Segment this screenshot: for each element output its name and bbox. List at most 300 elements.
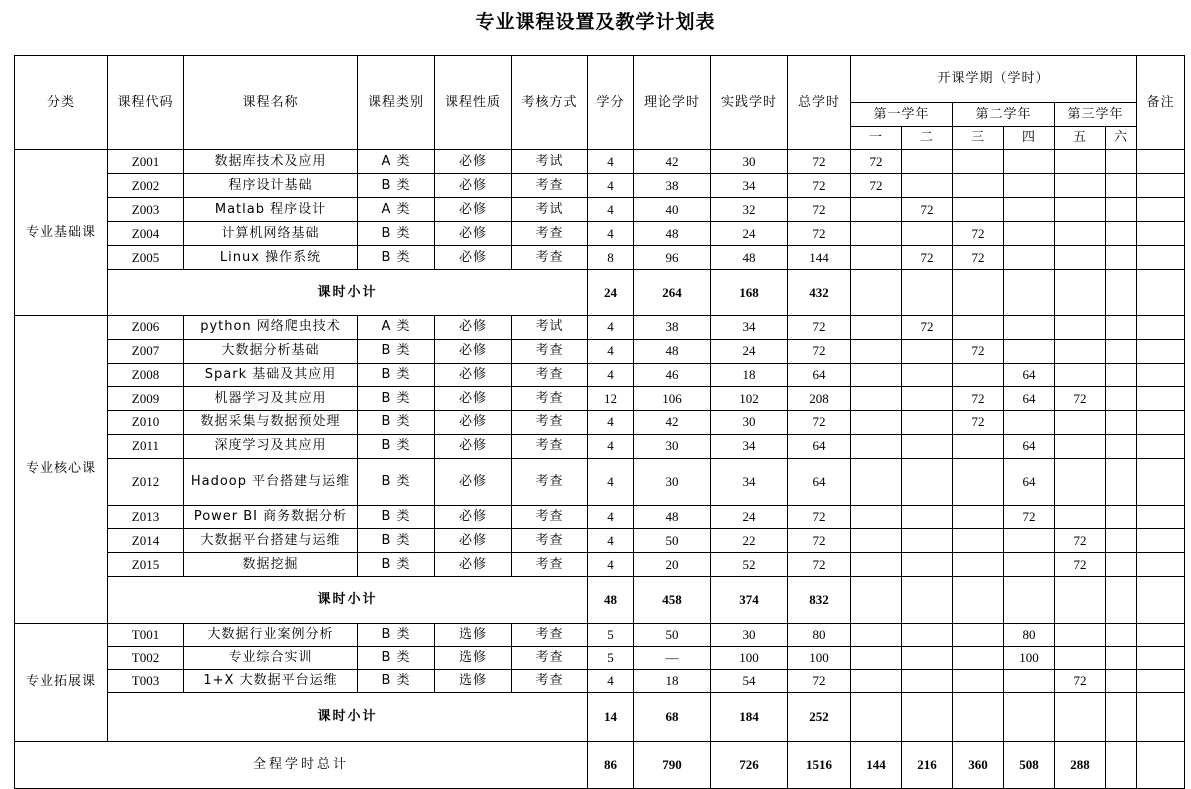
semester-6-hours [1106,174,1137,198]
course-theory-hours: 48 [634,505,711,529]
course-theory-hours: 38 [634,316,711,340]
course-row [15,174,1185,198]
subtotal-empty-cell [902,270,953,316]
course-practice-hours: 34 [711,316,788,340]
grand-total-theory-hours: 790 [634,741,711,788]
course-total-hours: 72 [788,505,851,529]
course-total-hours: 72 [788,339,851,363]
semester-1-hours [851,222,902,246]
semester-5-hours: 72 [1055,387,1106,411]
course-code: Z007 [108,339,184,363]
subtotal-empty-cell [902,576,953,623]
course-name: 机器学习及其应用 [184,387,358,411]
grand-total-practice-hours: 726 [711,741,788,788]
category-label: 专业核心课 [15,316,108,624]
course-remarks [1137,646,1185,669]
course-nature: 必修 [435,150,512,174]
course-row [15,505,1185,529]
course-credits: 8 [588,246,634,270]
semester-6-hours [1106,434,1137,458]
course-type: B 类 [358,411,435,435]
course-name: Power BI 商务数据分析 [184,505,358,529]
course-exam: 考试 [512,150,588,174]
semester-3-hours: 72 [953,222,1004,246]
course-name: 程序设计基础 [184,174,358,198]
semester-6-hours [1106,411,1137,435]
course-nature: 选修 [435,623,512,646]
grand-total-semester-2: 216 [902,741,953,788]
subtotal-row [15,576,1185,623]
course-nature: 必修 [435,363,512,387]
course-remarks [1137,246,1185,270]
semester-3-hours [953,458,1004,505]
semester-6-hours [1106,553,1137,577]
course-row [15,387,1185,411]
course-nature: 必修 [435,198,512,222]
semester-1-hours [851,529,902,553]
subtotal-row [15,270,1185,316]
course-practice-hours: 34 [711,174,788,198]
semester-6-hours [1106,150,1137,174]
subtotal-total-hours: 832 [788,576,851,623]
course-type: B 类 [358,339,435,363]
subtotal-empty-cell [953,576,1004,623]
semester-6-hours [1106,363,1137,387]
subtotal-practice-hours: 374 [711,576,788,623]
semester-2-hours [902,150,953,174]
course-theory-hours: 30 [634,458,711,505]
semester-4-hours: 72 [1004,505,1055,529]
course-name: 大数据行业案例分析 [184,623,358,646]
subtotal-label: 课时小计 [108,576,588,623]
semester-1-hours [851,623,902,646]
grand-total-row [15,741,1185,788]
subtotal-empty-cell [1137,692,1185,741]
course-practice-hours: 18 [711,363,788,387]
semester-6-hours [1106,222,1137,246]
semester-3-hours [953,623,1004,646]
semester-1-hours [851,411,902,435]
course-type: B 类 [358,222,435,246]
semester-6-hours [1106,669,1137,692]
course-total-hours: 64 [788,363,851,387]
course-code: Z010 [108,411,184,435]
course-nature: 选修 [435,646,512,669]
course-type: A 类 [358,150,435,174]
course-name: 数据挖掘 [184,553,358,577]
course-total-hours: 64 [788,434,851,458]
course-row [15,553,1185,577]
semester-4-hours: 80 [1004,623,1055,646]
course-credits: 5 [588,646,634,669]
subtotal-practice-hours: 168 [711,270,788,316]
subtotal-theory-hours: 458 [634,576,711,623]
course-total-hours: 72 [788,553,851,577]
course-row [15,458,1185,505]
semester-5-hours [1055,411,1106,435]
semester-4-hours [1004,174,1055,198]
course-name: 深度学习及其应用 [184,434,358,458]
course-type: A 类 [358,198,435,222]
subtotal-empty-cell [953,692,1004,741]
semester-6-hours [1106,458,1137,505]
course-name: 数据采集与数据预处理 [184,411,358,435]
subtotal-empty-cell [1137,576,1185,623]
semester-2-hours [902,669,953,692]
course-type: B 类 [358,363,435,387]
course-code: T002 [108,646,184,669]
course-row [15,529,1185,553]
course-code: T001 [108,623,184,646]
header-row [15,56,1185,103]
course-type: B 类 [358,529,435,553]
semester-3-hours [953,150,1004,174]
course-total-hours: 72 [788,411,851,435]
semester-5-hours [1055,222,1106,246]
semester-1-hours [851,198,902,222]
semester-1-hours [851,505,902,529]
course-row [15,339,1185,363]
course-name: 专业综合实训 [184,646,358,669]
course-exam: 考查 [512,363,588,387]
course-credits: 4 [588,222,634,246]
course-practice-hours: 32 [711,198,788,222]
course-row [15,222,1185,246]
subtotal-credits: 48 [588,576,634,623]
semester-2-hours [902,553,953,577]
course-remarks [1137,529,1185,553]
course-nature: 必修 [435,222,512,246]
course-practice-hours: 54 [711,669,788,692]
course-name: Linux 操作系统 [184,246,358,270]
course-exam: 考查 [512,434,588,458]
course-remarks [1137,222,1185,246]
course-nature: 选修 [435,669,512,692]
semester-3-hours: 72 [953,411,1004,435]
category-label: 专业拓展课 [15,623,108,741]
course-type: B 类 [358,434,435,458]
semester-2-hours [902,363,953,387]
semester-5-hours [1055,458,1106,505]
semester-4-hours [1004,669,1055,692]
semester-2-hours [902,339,953,363]
course-code: Z015 [108,553,184,577]
course-theory-hours: 20 [634,553,711,577]
course-practice-hours: 24 [711,505,788,529]
semester-4-hours [1004,150,1055,174]
semester-6-hours [1106,316,1137,340]
course-theory-hours: 42 [634,150,711,174]
course-total-hours: 72 [788,150,851,174]
course-nature: 必修 [435,387,512,411]
semester-2-hours [902,623,953,646]
course-plan-table [14,55,1185,789]
semester-4-hours [1004,553,1055,577]
course-exam: 考查 [512,339,588,363]
semester-4-hours [1004,198,1055,222]
semester-2-hours: 72 [902,246,953,270]
subtotal-empty-cell [1106,692,1137,741]
course-theory-hours: 48 [634,339,711,363]
header-theory: 理论学时 [634,56,711,150]
course-exam: 考查 [512,458,588,505]
course-row [15,246,1185,270]
course-theory-hours: 50 [634,529,711,553]
semester-6-hours [1106,246,1137,270]
course-remarks [1137,198,1185,222]
subtotal-label: 课时小计 [108,270,588,316]
semester-1-hours [851,339,902,363]
course-code: Z005 [108,246,184,270]
course-theory-hours: 30 [634,434,711,458]
course-name: 数据库技术及应用 [184,150,358,174]
course-type: B 类 [358,458,435,505]
subtotal-practice-hours: 184 [711,692,788,741]
course-remarks [1137,387,1185,411]
subtotal-empty-cell [953,270,1004,316]
semester-6-hours [1106,505,1137,529]
semester-5-hours: 72 [1055,553,1106,577]
semester-5-hours [1055,174,1106,198]
header-semester-6: 六 [1106,127,1137,150]
course-type: B 类 [358,669,435,692]
subtotal-empty-cell [1055,270,1106,316]
grand-total-semester-6 [1106,741,1137,788]
semester-4-hours [1004,411,1055,435]
course-nature: 必修 [435,411,512,435]
course-code: Z004 [108,222,184,246]
semester-2-hours [902,222,953,246]
course-exam: 考查 [512,505,588,529]
course-type: B 类 [358,387,435,411]
course-code: Z013 [108,505,184,529]
semester-5-hours [1055,623,1106,646]
header-type: 课程类别 [358,56,435,150]
semester-3-hours [953,646,1004,669]
course-total-hours: 72 [788,222,851,246]
semester-3-hours [953,669,1004,692]
course-practice-hours: 34 [711,458,788,505]
header-name: 课程名称 [184,56,358,150]
semester-1-hours [851,363,902,387]
subtotal-empty-cell [1055,576,1106,623]
semester-1-hours [851,434,902,458]
semester-2-hours [902,411,953,435]
semester-5-hours: 72 [1055,669,1106,692]
course-total-hours: 144 [788,246,851,270]
course-theory-hours: 18 [634,669,711,692]
course-credits: 4 [588,411,634,435]
course-theory-hours: 38 [634,174,711,198]
header-credits: 学分 [588,56,634,150]
course-type: B 类 [358,174,435,198]
course-code: Z009 [108,387,184,411]
subtotal-total-hours: 432 [788,270,851,316]
course-exam: 考查 [512,222,588,246]
subtotal-theory-hours: 68 [634,692,711,741]
semester-5-hours [1055,505,1106,529]
subtotal-empty-cell [1055,692,1106,741]
course-code: T003 [108,669,184,692]
semester-2-hours [902,646,953,669]
course-practice-hours: 24 [711,339,788,363]
course-exam: 考查 [512,411,588,435]
course-practice-hours: 24 [711,222,788,246]
course-credits: 5 [588,623,634,646]
semester-2-hours [902,387,953,411]
subtotal-empty-cell [1004,576,1055,623]
semester-6-hours [1106,646,1137,669]
course-credits: 4 [588,553,634,577]
grand-total-label: 全程学时总计 [15,741,588,788]
semester-3-hours [953,363,1004,387]
course-type: B 类 [358,505,435,529]
semester-4-hours: 100 [1004,646,1055,669]
category-label: 专业基础课 [15,150,108,316]
course-nature: 必修 [435,458,512,505]
course-practice-hours: 48 [711,246,788,270]
course-remarks [1137,411,1185,435]
page-title: 专业课程设置及教学计划表 [475,11,716,33]
course-credits: 4 [588,669,634,692]
course-practice-hours: 102 [711,387,788,411]
semester-4-hours: 64 [1004,387,1055,411]
course-credits: 4 [588,174,634,198]
subtotal-empty-cell [1106,270,1137,316]
course-exam: 考查 [512,174,588,198]
semester-2-hours [902,505,953,529]
semester-4-hours: 64 [1004,458,1055,505]
header-year3: 第三学年 [1055,103,1137,127]
course-type: B 类 [358,246,435,270]
semester-3-hours [953,529,1004,553]
course-total-hours: 64 [788,458,851,505]
course-practice-hours: 30 [711,411,788,435]
grand-total-remarks [1137,741,1185,788]
semester-3-hours: 72 [953,246,1004,270]
course-theory-hours: — [634,646,711,669]
course-remarks [1137,553,1185,577]
course-total-hours: 72 [788,198,851,222]
subtotal-total-hours: 252 [788,692,851,741]
course-total-hours: 208 [788,387,851,411]
semester-4-hours [1004,529,1055,553]
course-remarks [1137,505,1185,529]
semester-3-hours [953,434,1004,458]
course-practice-hours: 52 [711,553,788,577]
course-exam: 考查 [512,553,588,577]
course-row [15,198,1185,222]
semester-6-hours [1106,198,1137,222]
course-code: Z002 [108,174,184,198]
semester-6-hours [1106,623,1137,646]
semester-1-hours [851,669,902,692]
subtotal-empty-cell [851,270,902,316]
semester-2-hours [902,174,953,198]
course-practice-hours: 30 [711,150,788,174]
course-row [15,669,1185,692]
semester-1-hours: 72 [851,174,902,198]
course-practice-hours: 22 [711,529,788,553]
subtotal-theory-hours: 264 [634,270,711,316]
semester-5-hours [1055,646,1106,669]
subtotal-empty-cell [902,692,953,741]
course-nature: 必修 [435,529,512,553]
course-credits: 4 [588,339,634,363]
course-name: 大数据平台搭建与运维 [184,529,358,553]
semester-4-hours [1004,222,1055,246]
course-nature: 必修 [435,339,512,363]
semester-1-hours [851,646,902,669]
course-remarks [1137,623,1185,646]
course-credits: 4 [588,458,634,505]
course-remarks [1137,174,1185,198]
grand-total-semester-3: 360 [953,741,1004,788]
semester-1-hours [851,458,902,505]
course-exam: 考查 [512,646,588,669]
subtotal-empty-cell [1004,692,1055,741]
semester-3-hours: 72 [953,339,1004,363]
course-credits: 12 [588,387,634,411]
course-remarks [1137,434,1185,458]
semester-3-hours [953,174,1004,198]
course-exam: 考查 [512,246,588,270]
course-total-hours: 100 [788,646,851,669]
course-nature: 必修 [435,246,512,270]
header-year1: 第一学年 [851,103,953,127]
grand-total-semester-1: 144 [851,741,902,788]
semester-2-hours: 72 [902,198,953,222]
course-credits: 4 [588,316,634,340]
header-code: 课程代码 [108,56,184,150]
subtotal-row [15,692,1185,741]
semester-5-hours [1055,198,1106,222]
course-name: Spark 基础及其应用 [184,363,358,387]
course-name: Matlab 程序设计 [184,198,358,222]
course-nature: 必修 [435,174,512,198]
header-nature: 课程性质 [435,56,512,150]
course-code: Z014 [108,529,184,553]
course-practice-hours: 100 [711,646,788,669]
course-exam: 考查 [512,623,588,646]
course-row [15,623,1185,646]
course-type: B 类 [358,623,435,646]
semester-5-hours [1055,363,1106,387]
semester-2-hours [902,434,953,458]
course-remarks [1137,316,1185,340]
semester-5-hours [1055,434,1106,458]
course-row [15,316,1185,340]
course-total-hours: 72 [788,174,851,198]
course-theory-hours: 96 [634,246,711,270]
header-total: 总学时 [788,56,851,150]
header-semester-2: 二 [902,127,953,150]
course-exam: 考试 [512,316,588,340]
course-nature: 必修 [435,505,512,529]
semester-4-hours: 64 [1004,363,1055,387]
course-remarks [1137,339,1185,363]
semester-4-hours: 64 [1004,434,1055,458]
semester-3-hours [953,553,1004,577]
course-name: 大数据分析基础 [184,339,358,363]
course-total-hours: 72 [788,529,851,553]
grand-total-credits: 86 [588,741,634,788]
semester-6-hours [1106,387,1137,411]
semester-3-hours [953,505,1004,529]
course-practice-hours: 30 [711,623,788,646]
course-name: python 网络爬虫技术 [184,316,358,340]
subtotal-empty-cell [1106,576,1137,623]
